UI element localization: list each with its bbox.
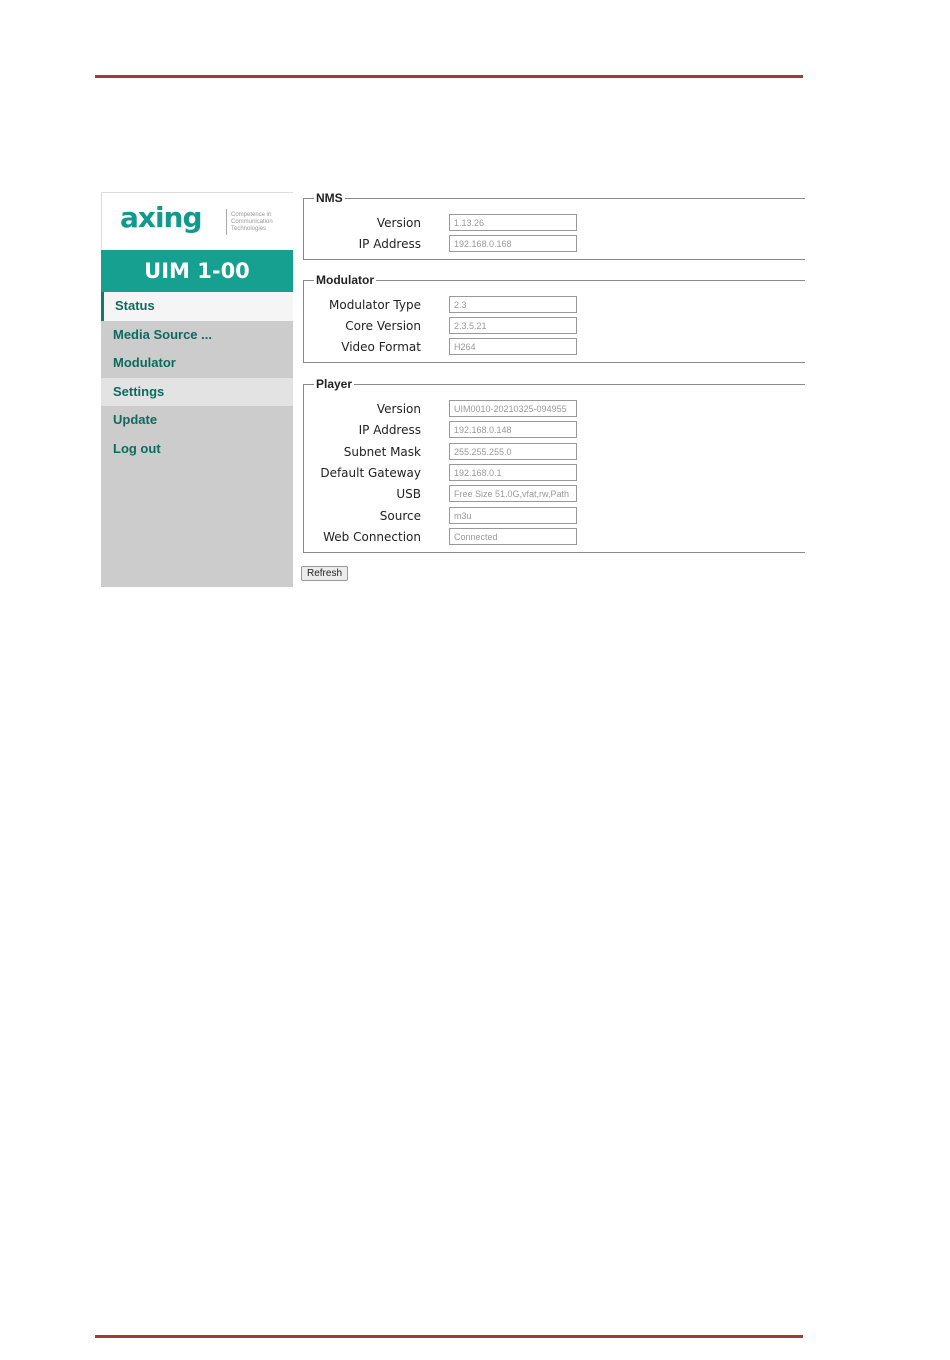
field-label: Version [376, 402, 421, 416]
sidebar [101, 192, 293, 587]
field-label: USB [396, 487, 421, 501]
modulator-type-field[interactable] [449, 296, 577, 313]
video-format-field[interactable] [449, 338, 577, 355]
core-version-field[interactable] [449, 317, 577, 334]
logo-tagline [231, 212, 293, 233]
tagline-line: Technologies [231, 226, 267, 232]
core-version-row [304, 317, 784, 338]
field-label: Modulator Type [329, 298, 421, 312]
field-label: IP Address [358, 423, 421, 437]
player-ip-row [304, 421, 784, 442]
nms-version-field[interactable] [449, 214, 577, 231]
menu-item-media-source[interactable]: Media Source ... [113, 326, 212, 342]
tagline-line: Competence in [231, 212, 272, 218]
field-label: Video Format [341, 340, 421, 354]
nms-ip-address-field[interactable] [449, 235, 577, 252]
main-menu [101, 292, 293, 463]
player-legend: Player [316, 377, 353, 391]
nms-ip-row [304, 235, 784, 256]
modulator-legend: Modulator [316, 273, 374, 287]
refresh-button[interactable]: Refresh [301, 566, 348, 581]
subnet-mask-row [304, 443, 784, 464]
menu-item-update[interactable]: Update [113, 412, 158, 427]
player-version-row [304, 400, 784, 421]
menu-item-settings[interactable]: Settings [101, 378, 293, 407]
modulator-type-row [304, 296, 784, 317]
source-row [304, 507, 784, 528]
field-label: Core Version [345, 319, 421, 333]
field-label: Version [376, 216, 421, 230]
logo-divider [226, 209, 227, 235]
page-top-rule [95, 75, 803, 78]
web-connection-row [304, 528, 784, 549]
video-format-row [304, 338, 784, 359]
field-label: Default Gateway [320, 466, 421, 480]
menu-item-log-out[interactable]: Log out [113, 440, 161, 456]
product-title: UIM 1-00 [101, 250, 293, 292]
player-group [303, 377, 805, 553]
nms-group [303, 191, 805, 260]
subnet-mask-field[interactable] [449, 443, 577, 460]
player-version-field[interactable] [449, 400, 577, 417]
nms-version-row [304, 214, 784, 235]
menu-item-status[interactable]: Status [101, 292, 293, 321]
source-field[interactable] [449, 507, 577, 524]
field-label: Web Connection [323, 530, 421, 544]
tagline-line: Communication [231, 219, 273, 225]
field-label: IP Address [358, 237, 421, 251]
nms-legend: NMS [316, 191, 343, 205]
default-gateway-row [304, 464, 784, 485]
menu-item-modulator[interactable]: Modulator [113, 355, 176, 370]
default-gateway-field[interactable] [449, 464, 577, 481]
web-connection-field[interactable] [449, 528, 577, 545]
player-ip-address-field[interactable] [449, 421, 577, 438]
axing-logo: axing [120, 201, 202, 234]
modulator-group [303, 273, 805, 363]
logo-area [101, 192, 293, 250]
field-label: Subnet Mask [343, 445, 421, 459]
field-label: Source [379, 509, 421, 523]
usb-row [304, 485, 784, 506]
usb-field[interactable] [449, 485, 577, 502]
page-bottom-rule [95, 1335, 803, 1338]
